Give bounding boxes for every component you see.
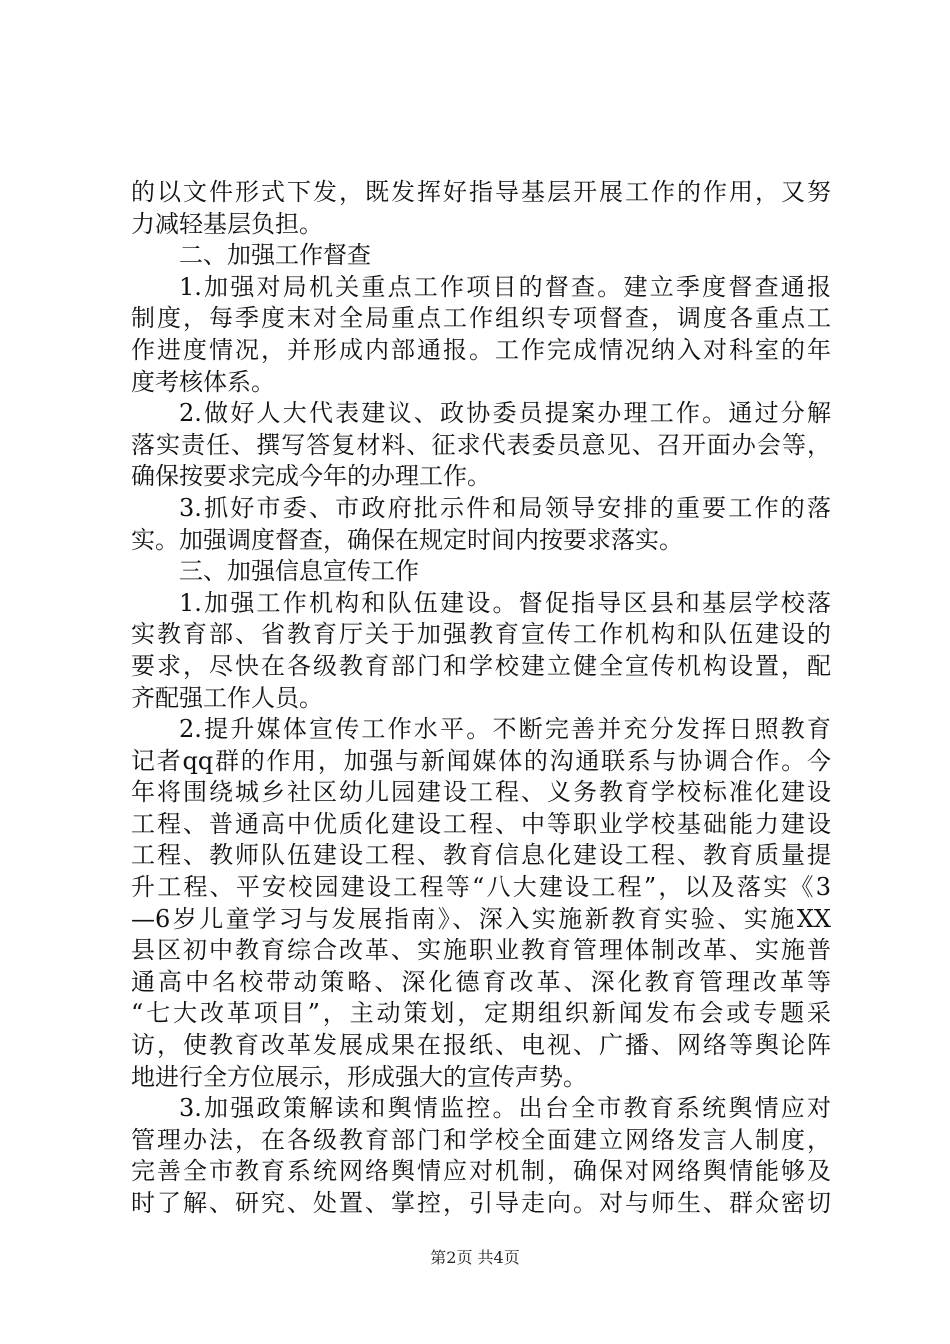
- text-line: 时了解、研究、处置、掌控，引导走向。对与师生、群众密切: [131, 1189, 831, 1217]
- text-line: 1.加强对局机关重点工作项目的督查。建立季度督查通报: [179, 272, 831, 301]
- text-line: 3.加强政策解读和舆情监控。出台全市教育系统舆情应对: [179, 1094, 831, 1123]
- text-line: 度考核体系。: [131, 367, 275, 396]
- document-body: [131, 177, 831, 1220]
- text-line: 工程、普通高中优质化建设工程、中等职业学校基础能力建设: [131, 809, 831, 838]
- text-line: 通高中名校带动策略、深化德育改革、深化教育管理改革等: [131, 967, 831, 996]
- text-line: 三、加强信息宣传工作: [179, 557, 419, 586]
- text-line: 1.加强工作机构和队伍建设。督促指导区县和基层学校落: [179, 588, 831, 617]
- text-line: 县区初中教育综合改革、实施职业教育管理体制改革、实施普: [131, 936, 831, 965]
- text-line: 齐配强工作人员。: [131, 683, 323, 712]
- text-line: 年将围绕城乡社区幼儿园建设工程、义务教育学校标准化建设: [131, 778, 831, 807]
- text-line: 2.提升媒体宣传工作水平。不断完善并充分发挥日照教育: [179, 715, 831, 744]
- text-line: 落实责任、撰写答复材料、征求代表委员意见、召开面办会等，: [131, 430, 831, 459]
- text-line: 记者qq群的作用，加强与新闻媒体的沟通联系与协调合作。今: [131, 746, 831, 775]
- text-line: 制度，每季度末对全局重点工作组织专项督查，调度各重点工: [131, 304, 831, 333]
- text-line: 实。加强调度督查，确保在规定时间内按要求落实。: [131, 525, 683, 554]
- text-line: 作进度情况，并形成内部通报。工作完成情况纳入对科室的年: [131, 335, 831, 364]
- text-line: 要求，尽快在各级教育部门和学校建立健全宣传机构设置，配: [131, 651, 831, 680]
- text-line: 地进行全方位展示，形成强大的宣传声势。: [131, 1062, 587, 1091]
- text-line: 确保按要求完成今年的办理工作。: [131, 462, 491, 491]
- text-line: 3.抓好市委、市政府批示件和局领导安排的重要工作的落: [179, 493, 831, 522]
- text-line: 升工程、平安校园建设工程等“八大建设工程”，以及落实《3: [131, 873, 831, 902]
- text-line: “七大改革项目”，主动策划，定期组织新闻发布会或专题采: [131, 999, 831, 1028]
- text-line: 管理办法，在各级教育部门和学校全面建立网络发言人制度，: [131, 1125, 831, 1154]
- text-line: 力减轻基层负担。: [131, 209, 323, 238]
- text-line: 2.做好人大代表建议、政协委员提案办理工作。通过分解: [179, 399, 831, 428]
- text-line: 工程、教师队伍建设工程、教育信息化建设工程、教育质量提: [131, 841, 831, 870]
- text-line: 访，使教育改革发展成果在报纸、电视、广播、网络等舆论阵: [131, 1031, 831, 1060]
- page-footer: 第2页 共4页: [430, 1248, 520, 1267]
- text-line: —6岁儿童学习与发展指南》、深入实施新教育实验、实施XX: [131, 904, 831, 933]
- text-line: 实教育部、省教育厅关于加强教育宣传工作机构和队伍建设的: [131, 620, 831, 649]
- text-line: 二、加强工作督查: [179, 241, 371, 270]
- text-line: 的以文件形式下发，既发挥好指导基层开展工作的作用，又努: [131, 178, 831, 206]
- text-line: 完善全市教育系统网络舆情应对机制，确保对网络舆情能够及: [131, 1157, 831, 1186]
